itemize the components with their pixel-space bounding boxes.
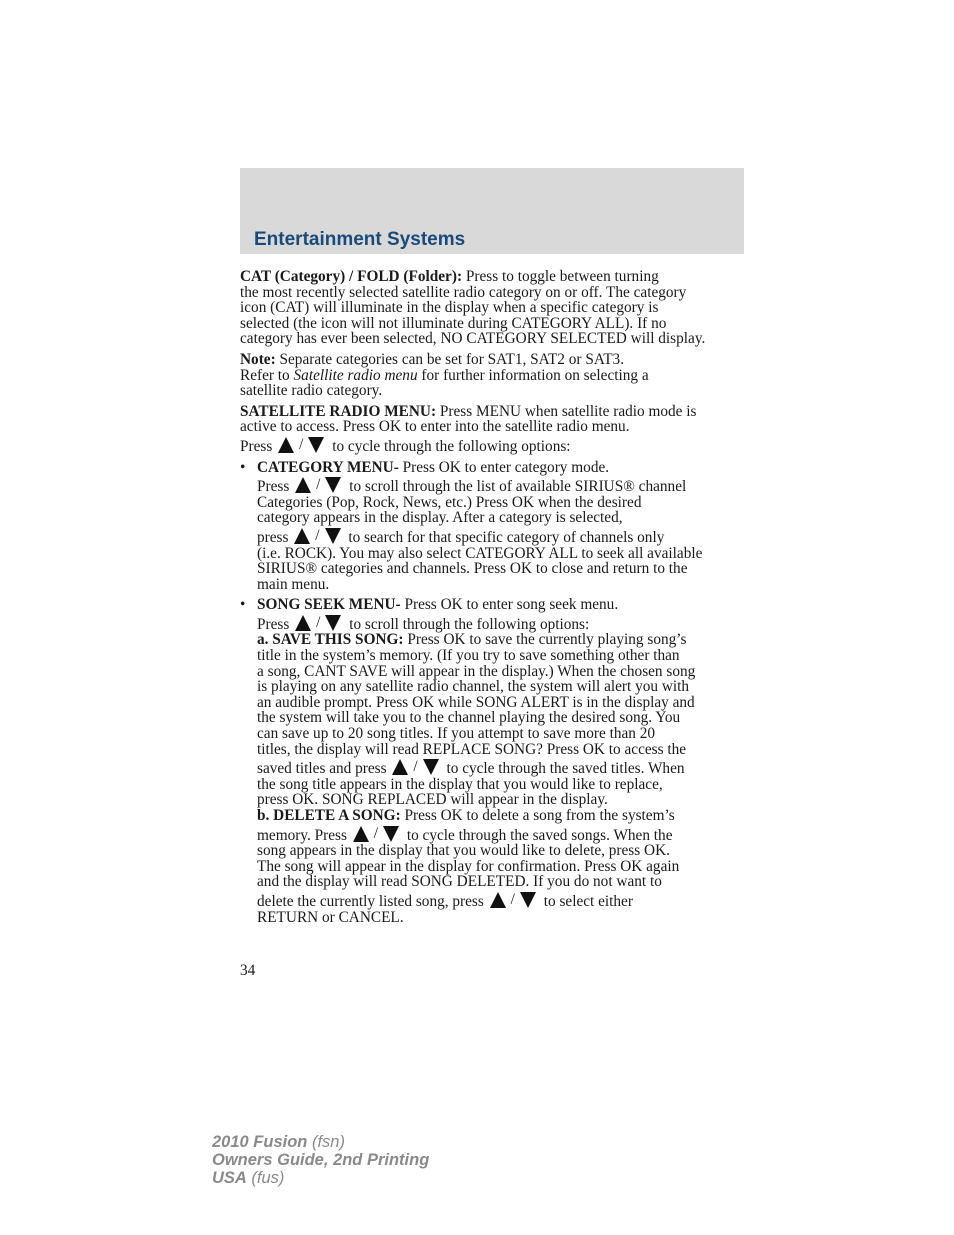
delete-song-label: b. DELETE A SONG: — [257, 807, 401, 824]
satellite-menu-reference: Satellite radio menu — [293, 366, 418, 384]
section-title: Entertainment Systems — [254, 229, 466, 250]
arrow-down-icon — [308, 437, 324, 453]
arrow-down-icon — [423, 759, 439, 775]
seek-arrows: / — [490, 892, 536, 908]
seek-arrows: / — [278, 437, 324, 453]
arrow-up-icon — [294, 528, 310, 544]
arrow-up-icon — [295, 477, 311, 493]
note-paragraph: Note: Separate categories can be set for SAT1, SAT2 or SAT3. Refer to Satellite radio menu for further information on selecting a satellite radio category. — [240, 350, 649, 400]
note-label: Note: — [240, 350, 276, 368]
cat-label: CAT (Category) / FOLD (Folder): — [240, 268, 463, 285]
category-menu-label: CATEGORY MENU- — [257, 458, 399, 476]
bullet: • — [240, 458, 246, 476]
seek-arrows: / — [392, 759, 438, 775]
arrow-up-icon — [278, 437, 294, 453]
arrow-up-icon — [392, 759, 408, 775]
satellite-radio-menu-paragraph: SATELLITE RADIO MENU: Press MENU when satellite radio mode is active to access. Press OK to enter into the satellite radio menu. Press / to cycle through the following options: — [240, 402, 697, 455]
arrow-down-icon — [325, 528, 341, 544]
footer-model-line: 2010 Fusion (fsn) — [212, 1133, 345, 1151]
arrow-up-icon — [353, 826, 369, 842]
footer-region-line: USA (fus) — [212, 1169, 285, 1187]
seek-arrows: / — [294, 528, 340, 544]
seek-arrows: / — [353, 826, 399, 842]
category-menu-item: • CATEGORY MENU- Press OK to enter category mode. Press / to scroll through the list of available SIRIUS® channel Categories (Pop, Rock, News, etc.) Press OK when the desired category appears in the display. After a category is selected, press / to search for that specific category of channels only (i.e. ROCK). You may also select CATEGORY ALL to seek all available SIRIUS® categories and channels. Press OK to close and return to the main menu. — [240, 458, 703, 593]
seek-arrows: / — [295, 477, 341, 493]
song-seek-label: SONG SEEK MENU- — [257, 596, 401, 614]
save-song-label: a. SAVE THIS SONG: — [257, 631, 404, 649]
arrow-down-icon — [325, 615, 341, 631]
page-number: 34 — [240, 962, 256, 979]
arrow-up-icon — [490, 892, 506, 908]
footer — [212, 1133, 429, 1187]
cat-paragraph: CAT (Category) / FOLD (Folder): Press to toggle between turning the most recently selected satellite radio category on or off. The category icon (CAT) will illuminate in the display when a specific category is selected (the icon will not illuminate during CATEGORY ALL). If no category has ever been selected, NO CATEGORY SELECTED will display. — [240, 268, 706, 348]
footer-guide-line: Owners Guide, 2nd Printing — [212, 1151, 430, 1169]
arrow-up-icon — [295, 615, 311, 631]
section-header — [240, 168, 744, 254]
arrow-down-icon — [325, 477, 341, 493]
page-content — [240, 269, 746, 930]
seek-arrows: / — [295, 615, 341, 631]
satellite-menu-label: SATELLITE RADIO MENU: — [240, 402, 437, 420]
arrow-down-icon — [520, 892, 536, 908]
arrow-down-icon — [383, 826, 399, 842]
bullet: • — [240, 596, 246, 614]
song-seek-menu-item: • SONG SEEK MENU- Press OK to enter song seek menu. Press / to scroll through the following options: a. SAVE THIS SONG: Press OK to save the currently playing song’s title in the system’s memory. (If you try to save something other than a song, CANT SAVE will appear in the display.) When the chosen song is playing on any satellite radio channel, the system will alert you with an audible prompt. Press OK while SONG ALERT is in the display and the system will take you to the channel playing the desired song. You can save up to 20 song titles. If you attempt to save more than 20 titles, the display will read REPLACE SONG? Press OK to access the saved titles and press / to cycle through the saved titles. When the song title appears in the display that you would like to replace, press OK. SONG REPLACED will appear in the display. b. DELETE A SONG: Press OK to delete a song from the system’s memory. Press / to cycle through the saved songs. When the song appears in the display that you would like to delete, press OK. The song will appear in the display for confirmation. Press OK again and the display will read SONG DELETED. If you do not want to delete the currently listed song, press / to select either RETURN or CANCEL. — [240, 596, 696, 926]
